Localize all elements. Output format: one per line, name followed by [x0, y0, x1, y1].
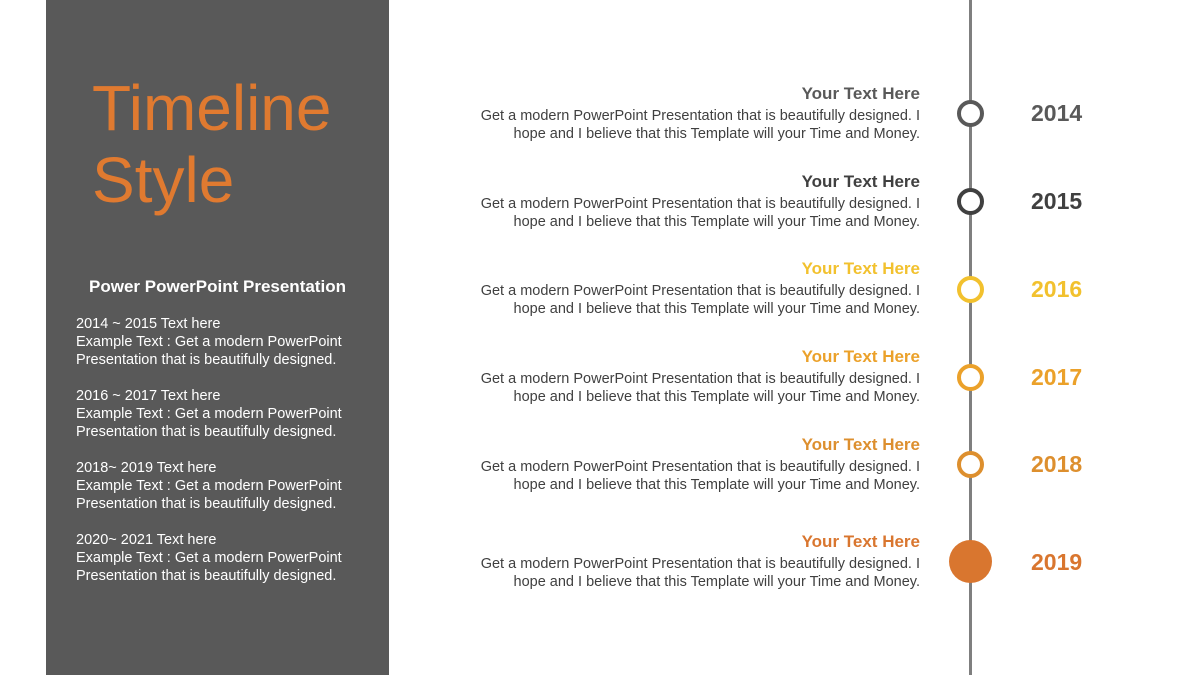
- timeline-marker: [957, 451, 984, 478]
- timeline-entry-text: [400, 259, 920, 318]
- timeline-entry-body-line: hope and I believe that this Template will your Time and Money.: [513, 126, 920, 142]
- sidebar-item-text: Presentation that is beautifully designed.: [76, 424, 337, 440]
- timeline-entry-body-line: hope and I believe that this Template will your Time and Money.: [513, 214, 920, 230]
- sidebar-item-text: Example Text : Get a modern PowerPoint: [76, 334, 342, 350]
- page-title-line: Timeline: [92, 72, 332, 144]
- page-title: [92, 72, 331, 216]
- timeline-entry-text: [400, 347, 920, 406]
- timeline-entry-body-line: Get a modern PowerPoint Presentation that is beautifully designed. I: [480, 556, 920, 572]
- timeline-year: 2017: [1031, 364, 1083, 390]
- timeline-entry-body: [400, 195, 920, 231]
- timeline-entry-heading: Your Text Here: [801, 84, 920, 103]
- timeline-entry-body-line: hope and I believe that this Template will your Time and Money.: [513, 574, 920, 590]
- timeline-entry-heading: Your Text Here: [801, 259, 920, 278]
- sidebar-list-item: [76, 531, 376, 585]
- timeline-entry-body-line: hope and I believe that this Template will your Time and Money.: [513, 389, 920, 405]
- sidebar-item-text: Example Text : Get a modern PowerPoint: [76, 406, 342, 422]
- timeline-entry-body: [400, 282, 920, 318]
- timeline-marker-filled: [949, 540, 992, 583]
- timeline-entry-body-line: Get a modern PowerPoint Presentation that is beautifully designed. I: [480, 371, 920, 387]
- timeline-entry-body: [400, 370, 920, 406]
- sidebar-item-heading: 2020~ 2021 Text here: [76, 532, 217, 548]
- timeline-entry-heading: Your Text Here: [801, 172, 920, 191]
- timeline-year: 2016: [1031, 276, 1083, 302]
- timeline-entry-body-line: Get a modern PowerPoint Presentation that is beautifully designed. I: [480, 108, 920, 124]
- sidebar-item-text: Presentation that is beautifully designed.: [76, 496, 337, 512]
- timeline-year: 2018: [1031, 451, 1083, 477]
- timeline-year: 2019: [1031, 549, 1083, 575]
- timeline-entry-heading: Your Text Here: [801, 347, 920, 366]
- timeline-entry-heading: Your Text Here: [801, 435, 920, 454]
- sidebar-list: [76, 315, 376, 603]
- timeline-entry-heading: Your Text Here: [801, 532, 920, 551]
- sidebar-list-item: [76, 459, 376, 513]
- sidebar-item-text: Example Text : Get a modern PowerPoint: [76, 478, 342, 494]
- sidebar-item-text: Example Text : Get a modern PowerPoint: [76, 550, 342, 566]
- timeline-entry-body-line: hope and I believe that this Template will your Time and Money.: [513, 301, 920, 317]
- sidebar-item-heading: 2018~ 2019 Text here: [76, 460, 217, 476]
- timeline-entry-text: [400, 84, 920, 143]
- timeline-entry-body: [400, 458, 920, 494]
- timeline-year: 2014: [1031, 100, 1083, 126]
- sidebar-list-item: [76, 387, 376, 441]
- timeline-marker: [957, 188, 984, 215]
- sidebar-item-text: Presentation that is beautifully designed.: [76, 568, 337, 584]
- sidebar-list-item: [76, 315, 376, 369]
- timeline-entry-body: [400, 107, 920, 143]
- page-title-line: Style: [92, 144, 235, 216]
- timeline-year: 2015: [1031, 188, 1083, 214]
- sidebar-item-text: Presentation that is beautifully designed.: [76, 352, 337, 368]
- timeline-marker: [957, 276, 984, 303]
- timeline-entry-text: [400, 172, 920, 231]
- timeline-entry-body-line: Get a modern PowerPoint Presentation that is beautifully designed. I: [480, 196, 920, 212]
- timeline-entry-body-line: hope and I believe that this Template will your Time and Money.: [513, 477, 920, 493]
- timeline-entry-text: [400, 532, 920, 591]
- timeline-entry-body: [400, 555, 920, 591]
- timeline-marker: [957, 100, 984, 127]
- sidebar-subtitle: Power PowerPoint Presentation: [89, 277, 346, 296]
- timeline-entry-body-line: Get a modern PowerPoint Presentation that is beautifully designed. I: [480, 283, 920, 299]
- timeline-entry-text: [400, 435, 920, 494]
- timeline-marker: [957, 364, 984, 391]
- sidebar-item-heading: 2014 ~ 2015 Text here: [76, 316, 221, 332]
- sidebar-item-heading: 2016 ~ 2017 Text here: [76, 388, 221, 404]
- timeline-entry-body-line: Get a modern PowerPoint Presentation that is beautifully designed. I: [480, 459, 920, 475]
